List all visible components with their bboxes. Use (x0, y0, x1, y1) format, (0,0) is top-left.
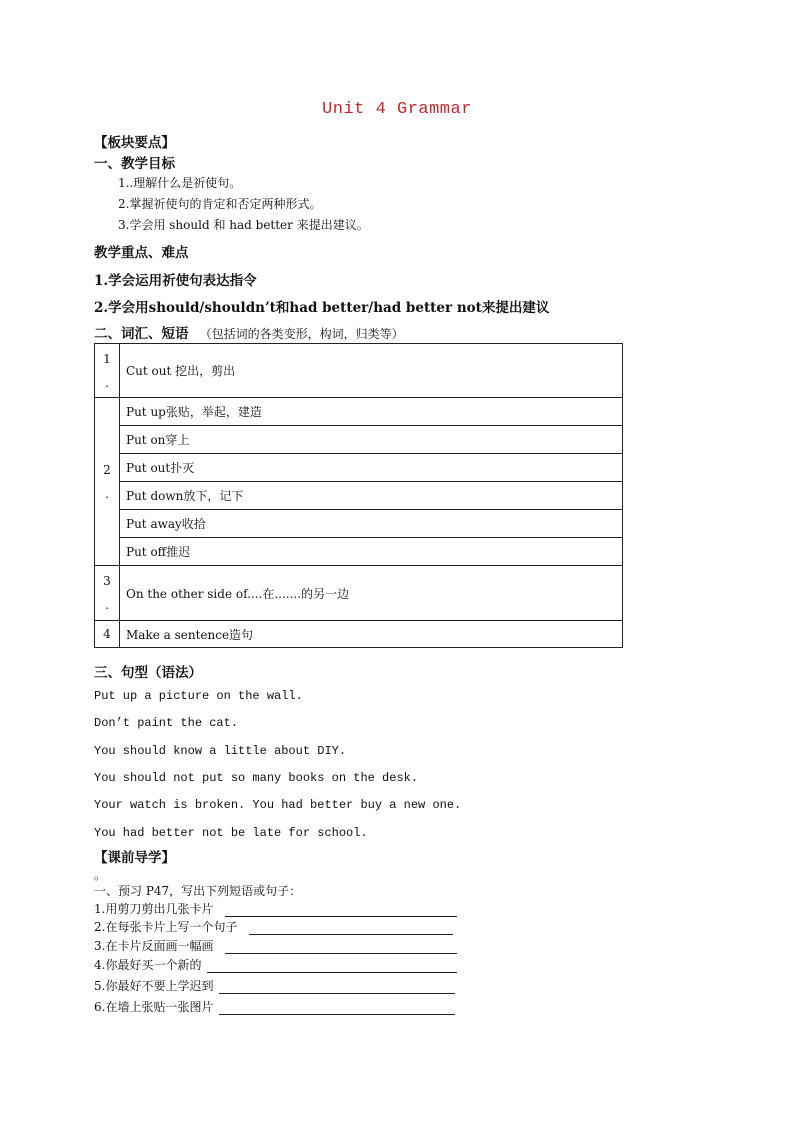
preview-item (94, 998, 455, 1015)
vocab-cell: Put up张贴，举起，建造 (120, 398, 623, 426)
goal-heading: 一、教学目标 (94, 156, 175, 172)
sentence: Don’t paint the cat. (94, 716, 239, 730)
goal-item: 2.掌握祈使句的肯定和否定两种形式。 (118, 197, 322, 211)
vocab-cell: On the other side of....在.......的另一边 (120, 566, 623, 621)
section-bankuai-heading: 【板块要点】 (94, 135, 175, 151)
answer-blank[interactable] (249, 922, 453, 935)
row-number: 3 . (95, 566, 120, 621)
preview-item-text: 4.你最好买一个新的 (94, 958, 202, 972)
preview-item (94, 937, 457, 954)
vocab-table (94, 343, 623, 648)
preview-item-text: 2.在每张卡片上写一个句子 (94, 920, 238, 934)
vocab-cell: Put on穿上 (120, 426, 623, 454)
preview-item (94, 977, 455, 994)
answer-blank[interactable] (207, 960, 457, 973)
preview-item (94, 900, 457, 917)
preview-item (94, 956, 457, 973)
section-preview-heading: 【课前导学】 (94, 850, 175, 866)
vocab-heading: 二、词汇、短语 (94, 326, 189, 342)
goal-item: 1..理解什么是祈使句。 (118, 176, 242, 190)
preview-intro: 一、预习 P47，写出下列短语或句子： (94, 884, 302, 898)
sentence: Put up a picture on the wall. (94, 689, 303, 703)
row-number: 4 (95, 621, 120, 648)
sentence: Your watch is broken. You had better buy a new one. (94, 798, 462, 812)
preview-item-text: 5.你最好不要上学迟到 (94, 979, 214, 993)
table-row (95, 344, 623, 398)
preview-item-text: 3.在卡片反面画一幅画 (94, 939, 214, 953)
row-number: 2 . (95, 398, 120, 566)
key-point: 2.学会用should/shouldn’t和had better/had better not来提出建议 (94, 300, 550, 316)
preview-item-text: 1.用剪刀剪出几张卡片 (94, 902, 214, 916)
table-row (95, 538, 623, 566)
answer-blank[interactable] (225, 941, 457, 954)
vocab-cell: Put off推迟 (120, 538, 623, 566)
vocab-cell: Make a sentence造句 (120, 621, 623, 648)
table-row (95, 621, 623, 648)
sentence: You should not put so many books on the desk. (94, 771, 419, 785)
row-number: 1 . (95, 344, 120, 398)
punctuation-mark: 。 (94, 868, 107, 882)
sentence: You should know a little about DIY. (94, 744, 347, 758)
key-point: 1.学会运用祈使句表达指令 (94, 273, 257, 289)
vocab-cell: Put out扑灭 (120, 454, 623, 482)
vocab-cell: Put away收拾 (120, 510, 623, 538)
table-row (95, 426, 623, 454)
table-row (95, 482, 623, 510)
key-heading: 教学重点、难点 (94, 245, 189, 261)
answer-blank[interactable] (225, 904, 457, 917)
preview-item-text: 6.在墙上张贴一张图片 (94, 1000, 214, 1014)
table-row (95, 454, 623, 482)
goal-item: 3.学会用 should 和 had better 来提出建议。 (118, 218, 369, 232)
vocab-heading-row (94, 322, 404, 342)
preview-item (94, 918, 453, 935)
answer-blank[interactable] (219, 981, 455, 994)
table-row (95, 510, 623, 538)
vocab-note: （包括词的各类变形，构词，归类等） (199, 327, 404, 341)
table-row (95, 398, 623, 426)
sentence: You had better not be late for school. (94, 826, 368, 840)
vocab-cell: Put down放下，记下 (120, 482, 623, 510)
answer-blank[interactable] (219, 1002, 455, 1015)
vocab-cell: Cut out 挖出，剪出 (120, 344, 623, 398)
table-row (95, 566, 623, 621)
sentence-heading: 三、句型（语法） (94, 665, 202, 681)
page-title: Unit 4 Grammar (322, 100, 472, 119)
